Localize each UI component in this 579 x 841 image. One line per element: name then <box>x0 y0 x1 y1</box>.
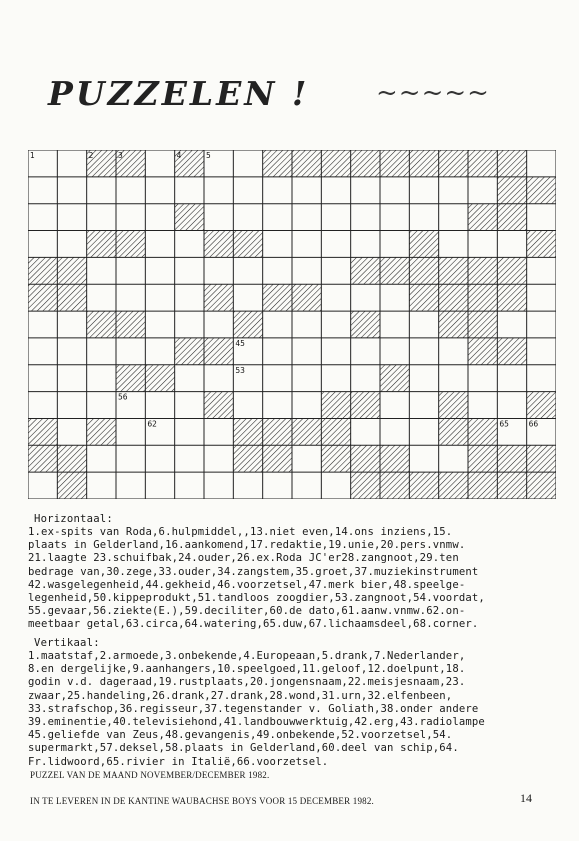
vertical-clue-line: 33.strafschop,36.regisseur,37.tegenstander v. Goliath,38.onder andere <box>28 702 479 715</box>
hatched-cell <box>351 150 380 177</box>
hatched-cell <box>87 418 116 445</box>
hatched-cell <box>204 392 233 419</box>
hatched-cell <box>527 177 556 204</box>
horizontal-clue-line: plaats in Gelderland,16.aankomend,17.redaktie,19.unie,20.pers.vnmw. <box>28 539 466 552</box>
footer-puzzle-month: PUZZEL VAN DE MAAND NOVEMBER/DECEMBER 1982. <box>30 770 270 780</box>
hatched-cell <box>497 284 526 311</box>
hatched-cell <box>439 418 468 445</box>
hatched-cell <box>321 418 350 445</box>
hatched-cell <box>116 231 145 258</box>
cell-number: 5 <box>206 151 211 160</box>
hatched-cell <box>28 418 57 445</box>
hatched-cell <box>468 284 497 311</box>
hatched-cell <box>87 311 116 338</box>
hatched-cell <box>497 150 526 177</box>
hatched-cell <box>87 231 116 258</box>
hatched-cell <box>468 418 497 445</box>
cell-number: 2 <box>88 151 94 160</box>
hatched-cell <box>321 150 350 177</box>
vertical-clue-line: zwaar,25.handeling,26.drank,27.drank,28.wond,31.urn,32.elfenbeen, <box>28 689 453 702</box>
crossword-grid <box>28 150 556 499</box>
hatched-cell <box>468 311 497 338</box>
hatched-cell <box>380 472 409 499</box>
hatched-cell <box>263 150 292 177</box>
cell-number: 45 <box>235 338 245 348</box>
hatched-cell <box>175 204 204 231</box>
hatched-cell <box>380 445 409 472</box>
hatched-cell <box>233 418 262 445</box>
hatched-cell <box>263 418 292 445</box>
vertical-clue-line: 8.en dergelijke,9.aanhangers,10.speelgoed,11.geloof,12.doelpunt,18. <box>28 663 466 676</box>
hatched-cell <box>497 472 526 499</box>
hatched-cell <box>204 338 233 365</box>
hatched-cell <box>263 445 292 472</box>
horizontal-clue-line: legenheid,50.kippeprodukt,51.tandloos zoogdier,53.zangnoot,54.voordat, <box>28 592 485 604</box>
hatched-cell <box>527 445 556 472</box>
hatched-cell <box>145 365 174 392</box>
hatched-cell <box>321 392 350 419</box>
hatched-cell <box>57 472 86 499</box>
hatched-cell <box>527 472 556 499</box>
hatched-cell <box>497 445 526 472</box>
hatched-cell <box>439 472 468 499</box>
hatched-cell <box>468 257 497 284</box>
decorative-squiggle: ~~~~~ <box>376 78 490 108</box>
cell-number: 65 <box>499 419 509 429</box>
cell-number: 53 <box>235 365 245 375</box>
cell-number: 56 <box>118 392 128 402</box>
hatched-cell <box>527 231 556 258</box>
horizontal-heading: Horizontaal: <box>34 513 113 525</box>
hatched-cell <box>409 284 438 311</box>
hatched-cell <box>57 445 86 472</box>
horizontal-clue-line: 1.ex-spits van Roda,6.hulpmiddel,,13.niet even,14.ons inziens,15. <box>28 526 453 538</box>
hatched-cell <box>57 284 86 311</box>
hatched-cell <box>28 284 57 311</box>
hatched-cell <box>468 338 497 365</box>
horizontal-clue-line: 42.wasgelegenheid,44.gekheid,46.voorzetsel,47.merk bier,48.speelge- <box>28 578 466 591</box>
horizontal-clue-line: bedrage van,30.zege,33.ouder,34.zangstem,35.groet,37.muziekinstrument <box>28 565 479 578</box>
hatched-cell <box>409 231 438 258</box>
hatched-cell <box>468 445 497 472</box>
vertical-clue-line: 39.eminentie,40.televisiehond,41.landbouwwerktuig,42.erg,43.radiolampe <box>28 716 485 728</box>
hatched-cell <box>439 284 468 311</box>
hatched-cell <box>409 472 438 499</box>
vertical-clue-line: supermarkt,57.deksel,58.plaats in Gelderland,60.deel van schip,64. <box>28 742 459 755</box>
hatched-cell <box>439 311 468 338</box>
horizontal-clue-line: 55.gevaar,56.ziekte(E.),59.deciliter,60.de dato,61.aanw.vnmw.62.on- <box>28 605 466 618</box>
hatched-cell <box>497 257 526 284</box>
hatched-cell <box>380 150 409 177</box>
hatched-cell <box>28 445 57 472</box>
hatched-cell <box>292 150 321 177</box>
hatched-cell <box>292 284 321 311</box>
hatched-cell <box>380 257 409 284</box>
cell-number: 62 <box>147 419 157 429</box>
hatched-cell <box>204 231 233 258</box>
hatched-cell <box>409 150 438 177</box>
cell-number: 66 <box>528 419 539 429</box>
vertical-clue-line: Fr.lidwoord,65.rivier in Italië,66.voorzetsel. <box>28 755 329 768</box>
hatched-cell <box>28 257 57 284</box>
horizontal-clue-line: meetbaar getal,63.circa,64.watering,65.duw,67.lichaamsdeel,68.corner. <box>28 618 479 631</box>
hatched-cell <box>497 177 526 204</box>
hatched-cell <box>439 392 468 419</box>
page-title: PUZZELEN ! <box>48 74 310 113</box>
hatched-cell <box>439 257 468 284</box>
hatched-cell <box>233 231 262 258</box>
hatched-cell <box>204 284 233 311</box>
horizontal-clue-line: 21.laagte 23.schuifbak,24.ouder,26.ex.Roda JC'er28.zangnoot,29.ten <box>28 552 459 565</box>
hatched-cell <box>351 257 380 284</box>
hatched-cell <box>233 445 262 472</box>
hatched-cell <box>116 311 145 338</box>
hatched-cell <box>292 418 321 445</box>
hatched-cell <box>439 150 468 177</box>
vertical-clue-line: godin v.d. dageraad,19.rustplaats,20.jongensnaam,22.meisjesnaam,23. <box>28 676 466 689</box>
hatched-cell <box>57 257 86 284</box>
hatched-cell <box>351 472 380 499</box>
hatched-cell <box>175 338 204 365</box>
hatched-cell <box>409 257 438 284</box>
vertical-clue-line: 1.maatstaf,2.armoede,3.onbekende,4.Europeaan,5.drank,7.Nederlander, <box>28 650 466 662</box>
hatched-cell <box>321 445 350 472</box>
hatched-cell <box>468 472 497 499</box>
hatched-cell <box>233 311 262 338</box>
vertical-clue-line: 45.geliefde van Zeus,48.gevangenis,49.onbekende,52.voorzetsel,54. <box>28 729 453 742</box>
cell-number: 3 <box>118 151 123 160</box>
hatched-cell <box>497 338 526 365</box>
vertical-heading: Vertikaal: <box>34 637 100 649</box>
hatched-cell <box>380 365 409 392</box>
hatched-cell <box>351 445 380 472</box>
hatched-cell <box>263 284 292 311</box>
cell-number: 4 <box>176 151 182 160</box>
hatched-cell <box>351 392 380 419</box>
footer-submit-instructions: IN TE LEVEREN IN DE KANTINE WAUBACHSE BOYS VOOR 15 DECEMBER 1982. <box>30 796 374 806</box>
hatched-cell <box>468 150 497 177</box>
cell-number: 1 <box>30 151 35 160</box>
page-number: 14 <box>520 791 532 805</box>
hatched-cell <box>497 204 526 231</box>
hatched-cell <box>527 392 556 419</box>
hatched-cell <box>468 204 497 231</box>
hatched-cell <box>116 365 145 392</box>
hatched-cell <box>351 311 380 338</box>
